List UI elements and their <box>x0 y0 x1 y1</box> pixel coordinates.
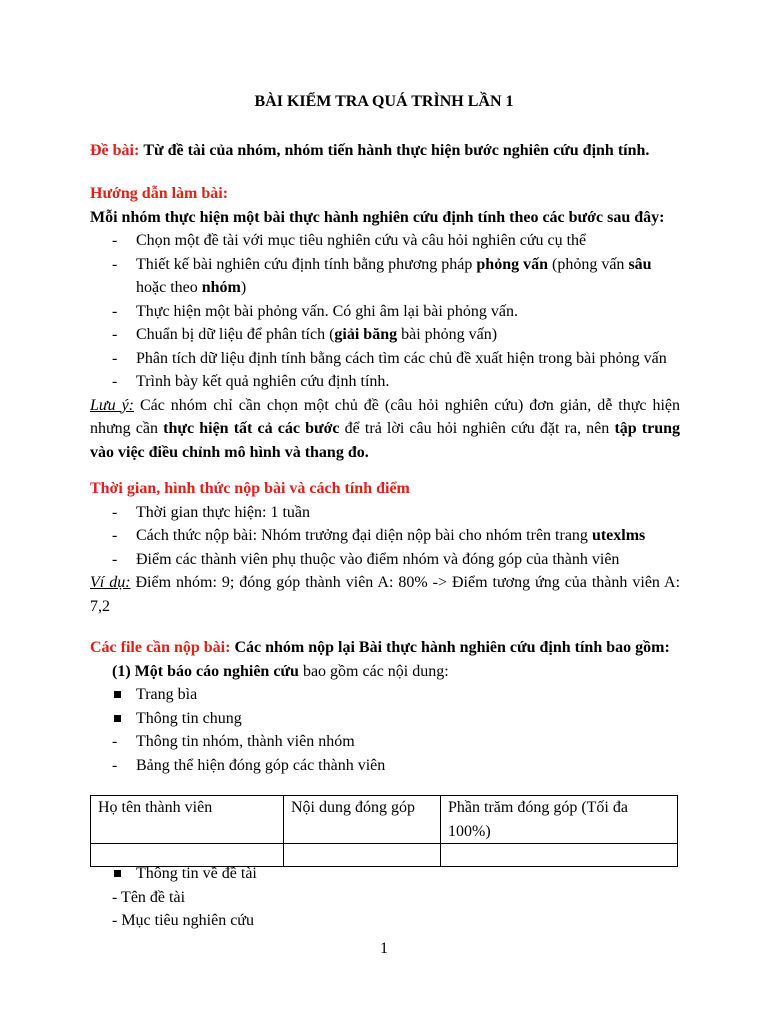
dash-bullet: - <box>112 255 118 273</box>
list-item <box>90 370 680 394</box>
note-text: Các nhóm chỉ cần chọn một chủ đề (câu hỏi nghiên cứu) đơn giản, dễ thực hiện nhưng cần <box>90 396 680 437</box>
item-text: Thông tin về đề tài <box>136 865 257 882</box>
example-paragraph <box>90 571 680 618</box>
item-text: Điểm các thành viên phụ thuộc vào điểm nhóm và đóng góp của thành viên <box>136 550 620 568</box>
files-intro <box>90 636 680 660</box>
table-header-cell: Phần trăm đóng góp (Tối đa 100%) <box>441 796 678 844</box>
report-line <box>90 660 680 684</box>
step-emphasis: phỏng vấn <box>476 255 548 273</box>
item-text: Bảng thể hiện đóng góp các thành viên <box>136 756 386 774</box>
page-number: 1 <box>380 940 388 957</box>
dash-bullet: - <box>112 232 118 249</box>
example-label: Ví dụ: <box>90 574 131 591</box>
list-item: - Tên đề tài <box>112 888 186 906</box>
step-text: Chọn một đề tài với mục tiêu nghiên cứu và câu hỏi nghiên cứu cụ thể <box>136 232 587 249</box>
item-text: Cách thức nộp bài: Nhóm trưởng đại diện nộp bài cho nhóm trên trang <box>136 527 592 544</box>
list-item <box>90 524 680 548</box>
list-item <box>90 501 680 525</box>
step-text: Chuẩn bị dữ liệu để phân tích ( <box>136 326 335 343</box>
topic-info-section <box>90 862 680 933</box>
files-text: Các nhóm nộp lại Bài thực hành nghiên cứu định tính bao gồm: <box>230 639 670 656</box>
dash-bullet: - <box>112 503 118 521</box>
dash-bullet: - <box>112 349 118 367</box>
list-item <box>90 730 680 754</box>
example-text: Điểm nhóm: 9; đóng góp thành viên A: 80% -> Điểm tương ứng của thành viên A: 7,2 <box>90 574 681 615</box>
step-text: Phân tích dữ liệu định tính bằng cách tìm các chủ đề xuất hiện trong bài phỏng vấn <box>136 349 667 367</box>
dash-bullet: - <box>112 550 118 568</box>
step-text: Thiết kế bài nghiên cứu định tính bằng phương pháp <box>136 255 477 273</box>
item-text: Trang bìa <box>136 686 198 703</box>
list-item <box>90 253 680 300</box>
list-item <box>90 754 680 778</box>
assignment-statement <box>90 139 680 163</box>
square-bullet-icon <box>114 715 121 722</box>
dash-bullet: - <box>112 302 118 320</box>
files-label: Các file cần nộp bài: <box>90 639 231 656</box>
list-item <box>90 347 680 371</box>
list-item <box>90 229 680 253</box>
note-emphasis: tập trung vào việc điều chỉnh mô hình và thang đo. <box>90 420 681 461</box>
timing-section <box>90 477 680 618</box>
table-header-cell: Nội dung đóng góp <box>284 796 441 844</box>
dash-bullet: - <box>112 326 118 343</box>
note-paragraph <box>90 394 680 465</box>
timing-heading: Thời gian, hình thức nộp bài và cách tính điểm <box>90 480 410 497</box>
note-emphasis: thực hiện tất cả các bước <box>163 420 340 437</box>
dash-bullet: - <box>112 756 118 774</box>
step-emphasis: sâu <box>628 255 652 273</box>
list-item: - Mục tiêu nghiên cứu <box>112 912 254 929</box>
page-title: BÀI KIỂM TRA QUÁ TRÌNH LẦN 1 <box>254 93 514 110</box>
assignment-label: Đề bài: <box>90 142 140 159</box>
report-title: (1) Một báo cáo nghiên cứu <box>112 662 299 680</box>
step-emphasis: giải băng <box>334 326 398 343</box>
step-text: bài phỏng vấn) <box>397 326 498 343</box>
item-text: Thông tin nhóm, thành viên nhóm <box>136 733 355 750</box>
assignment-text: Từ đề tài của nhóm, nhóm tiến hành thực hiện bước nghiên cứu định tính. <box>143 142 650 159</box>
note-label: Lưu ý: <box>90 396 135 414</box>
list-item <box>90 683 680 707</box>
list-item <box>90 862 680 886</box>
instructions-intro: Mỗi nhóm thực hiện một bài thực hành nghiên cứu định tính theo các bước sau đây: <box>90 208 665 226</box>
step-text: hoặc theo <box>136 279 202 296</box>
instructions-heading: Hướng dẫn làm bài: <box>90 185 229 202</box>
files-section <box>90 636 680 777</box>
step-text: ) <box>240 279 247 296</box>
square-bullet-icon <box>114 691 121 698</box>
list-item <box>90 300 680 324</box>
item-text: Thời gian thực hiện: 1 tuần <box>136 503 310 521</box>
instructions-section <box>90 182 680 464</box>
note-text: để trả lời câu hỏi nghiên cứu đặt ra, nên <box>339 420 615 437</box>
list-item <box>90 548 680 572</box>
table-header-cell: Họ tên thành viên <box>91 796 284 844</box>
step-emphasis: nhóm <box>201 279 241 296</box>
list-item <box>90 707 680 731</box>
item-emphasis: utexlms <box>591 527 646 544</box>
step-text: (phỏng vấn <box>548 255 629 273</box>
dash-bullet: - <box>112 733 118 750</box>
report-text: bao gồm các nội dung: <box>298 662 449 680</box>
list-item <box>90 323 680 347</box>
item-text: Thông tin chung <box>136 709 242 727</box>
contribution-table <box>90 795 678 867</box>
table-header-row <box>91 796 678 844</box>
step-text: Trình bày kết quả nghiên cứu định tính. <box>136 373 390 390</box>
step-text: Thực hiện một bài phỏng vấn. Có ghi âm lại bài phỏng vấn. <box>136 302 518 320</box>
dash-bullet: - <box>112 373 118 390</box>
dash-bullet: - <box>112 527 118 544</box>
square-bullet-icon <box>114 870 121 877</box>
